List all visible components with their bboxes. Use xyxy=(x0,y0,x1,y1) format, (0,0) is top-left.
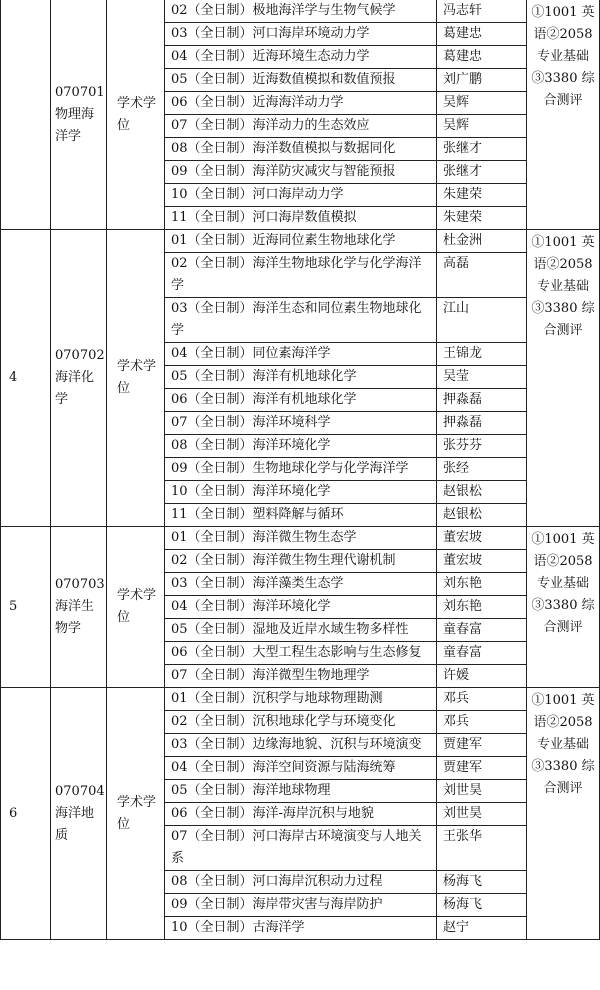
tutor-name: 张芬芬 xyxy=(437,435,527,458)
degree-type: 学术学位 xyxy=(107,230,165,527)
table-row xyxy=(1,0,600,23)
exam-subjects: ①1001 英语②2058 专业基础③3380 综合测评 xyxy=(527,527,600,688)
research-direction: 04（全日制）海洋空间资源与陆海统筹 xyxy=(165,757,437,780)
group-number: 6 xyxy=(1,688,51,940)
tutor-name: 刘世昊 xyxy=(437,803,527,826)
tutor-name: 赵银松 xyxy=(437,481,527,504)
major-code: 070704 xyxy=(55,783,105,799)
degree-type: 学术学位 xyxy=(107,527,165,688)
major-code: 070703 xyxy=(55,577,105,592)
research-direction: 03（全日制）边缘海地貌、沉积与环境演变 xyxy=(165,734,437,757)
tutor-name: 押淼磊 xyxy=(437,412,527,435)
research-direction: 03（全日制）海洋生态和同位素生物地球化学 xyxy=(165,298,437,343)
research-direction: 11（全日制）河口海岸数值模拟 xyxy=(165,207,437,230)
research-direction: 08（全日制）海洋环境化学 xyxy=(165,435,437,458)
research-direction: 07（全日制）河口海岸古环境演变与人地关系 xyxy=(165,826,437,871)
research-direction: 04（全日制）海洋环境化学 xyxy=(165,596,437,619)
tutor-name: 冯志轩 xyxy=(437,0,527,23)
tutor-name: 高磊 xyxy=(437,253,527,298)
major-name: 海洋化学 xyxy=(55,370,95,407)
table-row xyxy=(1,527,600,550)
tutor-name: 赵宁 xyxy=(437,917,527,940)
tutor-name: 童春富 xyxy=(437,642,527,665)
research-direction: 07（全日制）海洋微型生物地理学 xyxy=(165,665,437,688)
research-direction: 06（全日制）海洋有机地球化学 xyxy=(165,389,437,412)
exam-subjects: ①1001 英语②2058 专业基础③3380 综合测评 xyxy=(527,688,600,940)
research-direction: 04（全日制）近海环境生态动力学 xyxy=(165,46,437,69)
tutor-name: 杜金洲 xyxy=(437,230,527,253)
research-direction: 04（全日制）同位素海洋学 xyxy=(165,343,437,366)
tutor-name: 贾建军 xyxy=(437,734,527,757)
research-direction: 02（全日制）极地海洋学与生物气候学 xyxy=(165,0,437,23)
research-direction: 06（全日制）海洋-海岸沉积与地貌 xyxy=(165,803,437,826)
research-direction: 01（全日制）海洋微生物生态学 xyxy=(165,527,437,550)
research-direction: 06（全日制）大型工程生态影响与生态修复 xyxy=(165,642,437,665)
tutor-name: 朱建荣 xyxy=(437,184,527,207)
research-direction: 07（全日制）海洋动力的生态效应 xyxy=(165,115,437,138)
research-direction: 01（全日制）近海同位素生物地球化学 xyxy=(165,230,437,253)
major-name: 海洋生物学 xyxy=(55,599,95,636)
exam-subjects: ①1001 英语②2058 专业基础③3380 综合测评 xyxy=(527,0,600,230)
table-row xyxy=(1,688,600,711)
research-direction: 02（全日制）海洋微生物生理代谢机制 xyxy=(165,550,437,573)
group-number: 5 xyxy=(1,527,51,688)
research-direction: 09（全日制）海洋防灾减灾与智能预报 xyxy=(165,161,437,184)
tutor-name: 吴辉 xyxy=(437,115,527,138)
program-table-body xyxy=(1,0,600,940)
major-code-name xyxy=(51,527,107,688)
tutor-name: 董宏坡 xyxy=(437,550,527,573)
major-code-name xyxy=(51,688,107,940)
tutor-name: 赵银松 xyxy=(437,504,527,527)
major-code: 070701 xyxy=(55,84,105,100)
research-direction: 10（全日制）河口海岸动力学 xyxy=(165,184,437,207)
tutor-name: 刘东艳 xyxy=(437,596,527,619)
research-direction: 09（全日制）海岸带灾害与海岸防护 xyxy=(165,894,437,917)
exam-subjects: ①1001 英语②2058 专业基础③3380 综合测评 xyxy=(527,230,600,527)
tutor-name: 刘东艳 xyxy=(437,573,527,596)
research-direction: 10（全日制）古海洋学 xyxy=(165,917,437,940)
research-direction: 01（全日制）沉积学与地球物理勘测 xyxy=(165,688,437,711)
group-number xyxy=(1,0,51,230)
tutor-name: 江山 xyxy=(437,298,527,343)
tutor-name: 吴莹 xyxy=(437,366,527,389)
tutor-name: 张继才 xyxy=(437,161,527,184)
research-direction: 08（全日制）海洋数值模拟与数据同化 xyxy=(165,138,437,161)
research-direction: 02（全日制）海洋生物地球化学与化学海洋学 xyxy=(165,253,437,298)
research-direction: 06（全日制）近海海洋动力学 xyxy=(165,92,437,115)
tutor-name: 杨海飞 xyxy=(437,871,527,894)
research-direction: 03（全日制）海洋藻类生态学 xyxy=(165,573,437,596)
tutor-name: 押淼磊 xyxy=(437,389,527,412)
tutor-name: 童春富 xyxy=(437,619,527,642)
research-direction: 05（全日制）海洋有机地球化学 xyxy=(165,366,437,389)
tutor-name: 王张华 xyxy=(437,826,527,871)
degree-type: 学术学位 xyxy=(107,688,165,940)
research-direction: 08（全日制）河口海岸沉积动力过程 xyxy=(165,871,437,894)
research-direction: 05（全日制）近海数值模拟和数值预报 xyxy=(165,69,437,92)
tutor-name: 张经 xyxy=(437,458,527,481)
tutor-name: 张继才 xyxy=(437,138,527,161)
degree-type: 学术学位 xyxy=(107,0,165,230)
research-direction: 02（全日制）沉积地球化学与环境变化 xyxy=(165,711,437,734)
tutor-name: 葛建忠 xyxy=(437,23,527,46)
tutor-name: 王锦龙 xyxy=(437,343,527,366)
tutor-name: 葛建忠 xyxy=(437,46,527,69)
research-direction: 05（全日制）湿地及近岸水域生物多样性 xyxy=(165,619,437,642)
table-row xyxy=(1,230,600,253)
tutor-name: 贾建军 xyxy=(437,757,527,780)
research-direction: 10（全日制）海洋环境化学 xyxy=(165,481,437,504)
tutor-name: 刘世昊 xyxy=(437,780,527,803)
major-code: 070702 xyxy=(55,348,105,363)
tutor-name: 邓兵 xyxy=(437,711,527,734)
research-direction: 11（全日制）塑料降解与循环 xyxy=(165,504,437,527)
major-code-name xyxy=(51,230,107,527)
group-number: 4 xyxy=(1,230,51,527)
major-name: 物理海洋学 xyxy=(55,106,95,144)
tutor-name: 朱建荣 xyxy=(437,207,527,230)
tutor-name: 杨海飞 xyxy=(437,894,527,917)
tutor-name: 吴辉 xyxy=(437,92,527,115)
research-direction: 05（全日制）海洋地球物理 xyxy=(165,780,437,803)
tutor-name: 邓兵 xyxy=(437,688,527,711)
tutor-name: 董宏坡 xyxy=(437,527,527,550)
major-name: 海洋地质 xyxy=(55,805,95,843)
tutor-name: 刘广鹏 xyxy=(437,69,527,92)
research-direction: 07（全日制）海洋环境科学 xyxy=(165,412,437,435)
major-code-name xyxy=(51,0,107,230)
tutor-name: 许媛 xyxy=(437,665,527,688)
research-direction: 03（全日制）河口海岸环境动力学 xyxy=(165,23,437,46)
research-direction: 09（全日制）生物地球化学与化学海洋学 xyxy=(165,458,437,481)
